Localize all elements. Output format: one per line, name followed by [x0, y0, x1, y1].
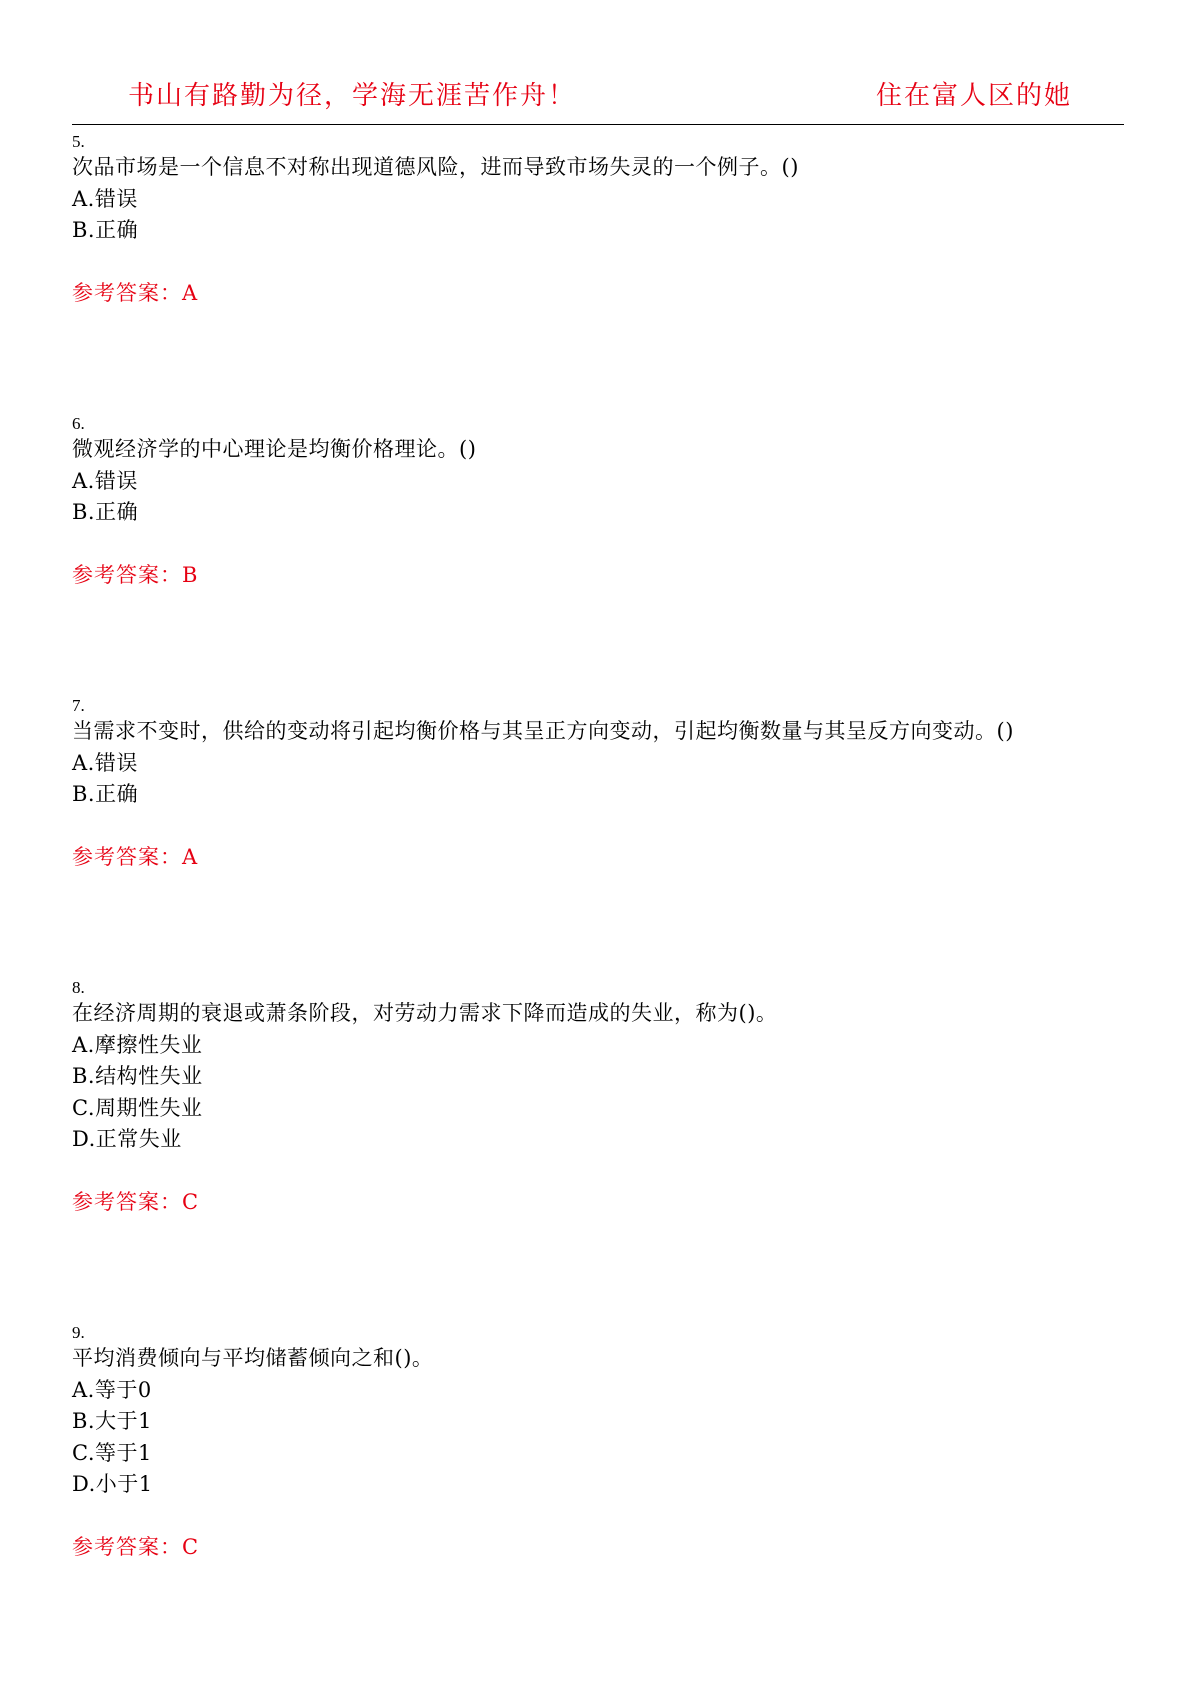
option-a: A.错误: [72, 186, 138, 211]
question-7: [72, 696, 1132, 874]
option-d: D.小于1: [72, 1472, 153, 1496]
question-6: [72, 414, 1132, 592]
answer-key: 参考答案：C: [72, 1535, 200, 1559]
answer-key: 参考答案：C: [72, 1190, 200, 1214]
option-c: C.周期性失业: [72, 1095, 203, 1120]
question-text: 次品市场是一个信息不对称出现道德风险，进而导致市场失灵的一个例子。(): [72, 155, 799, 179]
question-number: 5.: [72, 132, 85, 151]
header-tagline: 住在富人区的她: [876, 81, 1073, 111]
question-text: 当需求不变时，供给的变动将引起均衡价格与其呈正方向变动，引起均衡数量与其呈反方向变动。(): [72, 719, 1014, 743]
question-9: [72, 1323, 1132, 1564]
question-number: 6.: [72, 414, 85, 433]
question-text: 在经济周期的衰退或萧条阶段，对劳动力需求下降而造成的失业，称为()。: [72, 1001, 778, 1025]
option-b: B.结构性失业: [72, 1064, 203, 1088]
question-number: 8.: [72, 978, 85, 997]
question-number: 9.: [72, 1323, 85, 1342]
option-b: B.正确: [72, 500, 139, 524]
answer-key: 参考答案：A: [72, 281, 199, 305]
header-motto: 书山有路勤为径，学海无涯苦作舟！: [128, 81, 577, 111]
question-text: 微观经济学的中心理论是均衡价格理论。(): [72, 437, 477, 461]
question-5: [72, 132, 1132, 310]
option-a: A.错误: [72, 468, 138, 493]
page-header: [72, 78, 1124, 125]
option-b: B.大于1: [72, 1409, 152, 1433]
option-a: A.错误: [72, 750, 138, 775]
option-a: A.摩擦性失业: [72, 1032, 203, 1057]
answer-key: 参考答案：A: [72, 845, 199, 869]
question-number: 7.: [72, 696, 85, 715]
question-text: 平均消费倾向与平均储蓄倾向之和()。: [72, 1346, 434, 1370]
question-8: [72, 978, 1132, 1219]
answer-key: 参考答案：B: [72, 563, 199, 587]
option-b: B.正确: [72, 218, 139, 242]
option-d: D.正常失业: [72, 1127, 182, 1151]
option-b: B.正确: [72, 782, 139, 806]
option-c: C.等于1: [72, 1440, 152, 1465]
option-a: A.等于0: [72, 1377, 152, 1402]
